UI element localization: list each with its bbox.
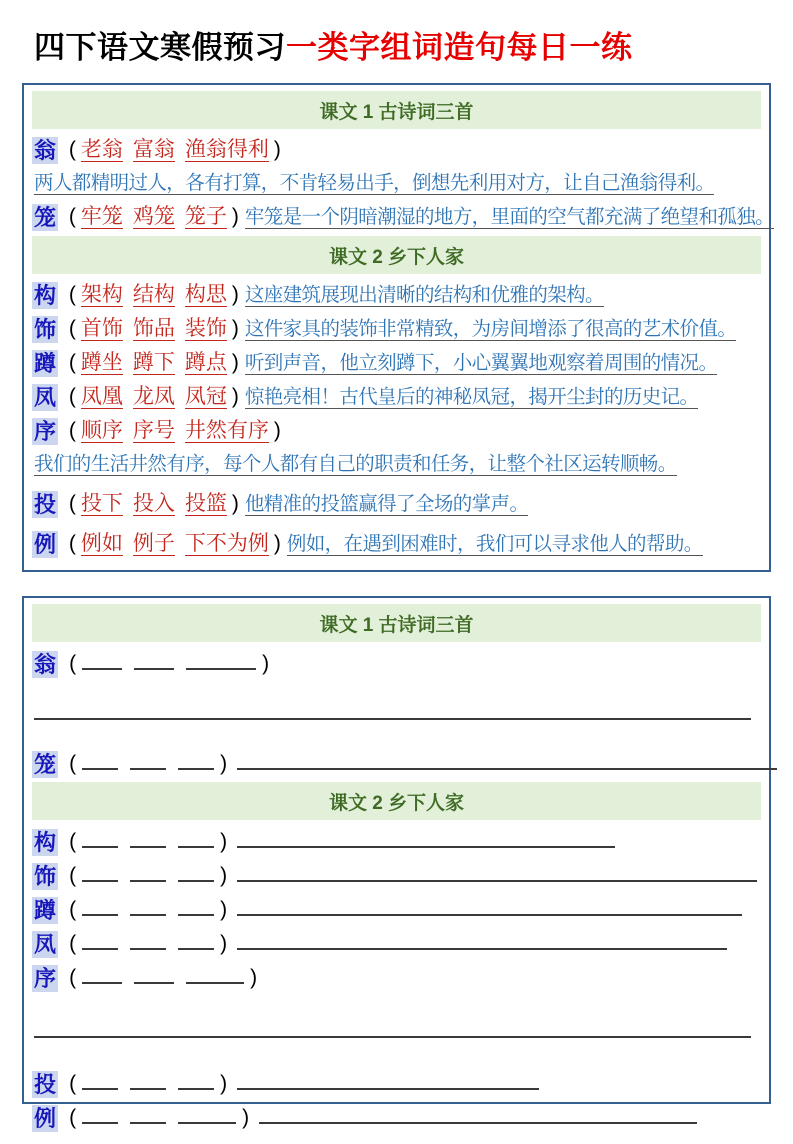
sentence-row-weng: [32, 166, 761, 200]
target-character: 饰: [34, 864, 57, 889]
section-header-lesson1: 课文 1 古诗词三首: [32, 91, 761, 129]
target-character: 投: [34, 492, 57, 517]
practice-row-long: [32, 746, 761, 780]
word-item: 投入: [132, 492, 175, 515]
paren-close: ): [220, 830, 228, 853]
entry-row-dun: [32, 346, 761, 380]
practice-row-xu: [32, 960, 761, 994]
word-item: 结构: [132, 283, 175, 306]
paren-close: ): [231, 492, 239, 515]
title-prefix: 四下语文寒假预习: [34, 30, 286, 65]
practice-row-li: [32, 1100, 761, 1134]
sentence-blank[interactable]: [237, 900, 742, 916]
word-blank[interactable]: [178, 934, 214, 950]
target-character: 蹲: [34, 351, 57, 376]
paren-close: ): [273, 138, 281, 161]
word-item: 构思: [184, 283, 227, 306]
target-character: 投: [34, 1072, 57, 1097]
example-sentence: 惊艳亮相！古代皇后的神秘凤冠，揭开尘封的历史记。: [244, 386, 699, 408]
target-character: 翁: [34, 652, 57, 677]
word-blank[interactable]: [134, 654, 174, 670]
word-item: 笼子: [184, 205, 227, 228]
sentence-row-xu: [32, 447, 761, 481]
entry-row-shi: [32, 312, 761, 346]
word-blank[interactable]: [82, 900, 118, 916]
word-blank[interactable]: [178, 832, 214, 848]
word-blank[interactable]: [130, 900, 166, 916]
word-blank[interactable]: [130, 754, 166, 770]
entry-row-long: [32, 200, 775, 234]
word-blank[interactable]: [134, 968, 174, 984]
entry-row-xu: [32, 414, 761, 447]
word-blank[interactable]: [178, 866, 214, 882]
target-character: 笼: [34, 752, 57, 777]
entry-row-weng: [32, 133, 761, 166]
entry-row-gou: [32, 278, 761, 312]
page-title: [34, 22, 793, 67]
word-blank[interactable]: [82, 968, 122, 984]
sentence-blank[interactable]: [237, 1074, 539, 1090]
target-character: 构: [34, 830, 57, 855]
paren-open: (: [69, 1072, 77, 1095]
word-item: 鸡笼: [132, 205, 175, 228]
section-header-lesson2: 课文 2 乡下人家: [32, 782, 761, 820]
word-item: 装饰: [184, 317, 227, 340]
title-highlight: 一类字组词造句每日一练: [286, 30, 633, 65]
sentence-blank[interactable]: [237, 832, 615, 848]
paren-close: ): [231, 317, 239, 340]
word-item: 蹲坐: [80, 351, 123, 374]
word-blank[interactable]: [130, 1108, 166, 1124]
paren-open: (: [69, 1106, 77, 1129]
word-item: 投篮: [184, 492, 227, 515]
word-blank[interactable]: [82, 1074, 118, 1090]
practice-row-dun: [32, 892, 761, 926]
entry-row-feng: [32, 380, 761, 414]
target-character: 蹲: [34, 898, 57, 923]
sentence-blank[interactable]: [237, 934, 727, 950]
example-sentence: 两人都精明过人，各有打算，不肯轻易出手，倒想先利用对方，让自己渔翁得利。: [34, 172, 715, 194]
practice-row-tou: [32, 1066, 761, 1100]
sentence-blank[interactable]: [237, 866, 757, 882]
entry-row-tou: [32, 487, 761, 521]
word-item: 牢笼: [80, 205, 123, 228]
word-blank[interactable]: [130, 1074, 166, 1090]
word-item: 富翁: [132, 138, 175, 161]
word-blank[interactable]: [130, 832, 166, 848]
practice-sheet: [22, 596, 771, 1131]
worksheet-page: [0, 22, 793, 1144]
paren-close: ): [231, 205, 239, 228]
paren-open: (: [69, 898, 77, 921]
example-sentence: 他精准的投篮赢得了全场的掌声。: [244, 493, 529, 515]
word-item: 蹲下: [132, 351, 175, 374]
word-blank[interactable]: [82, 866, 118, 882]
word-blank[interactable]: [178, 754, 214, 770]
word-item: 例子: [132, 532, 175, 555]
target-character: 凤: [34, 932, 57, 957]
word-item: 首饰: [80, 317, 123, 340]
word-item: 凤凰: [80, 385, 123, 408]
word-item: 老翁: [80, 138, 123, 161]
word-item: 顺序: [80, 419, 123, 442]
word-item: 凤冠: [184, 385, 227, 408]
practice-row-feng: [32, 926, 761, 960]
word-blank[interactable]: [178, 1074, 214, 1090]
sentence-blank[interactable]: [237, 754, 777, 770]
word-blank[interactable]: [186, 968, 244, 984]
paren-open: (: [69, 752, 77, 775]
word-item: 投下: [80, 492, 123, 515]
word-blank[interactable]: [82, 934, 118, 950]
word-item: 龙凤: [132, 385, 175, 408]
paren-open: (: [69, 864, 77, 887]
paren-open: (: [69, 830, 77, 853]
paren-open: (: [68, 419, 76, 442]
word-blank[interactable]: [178, 1108, 236, 1124]
paren-open: (: [68, 385, 76, 408]
sentence-blank[interactable]: [259, 1108, 697, 1124]
target-character: 序: [34, 419, 57, 444]
entry-row-li: [32, 527, 761, 561]
word-blank[interactable]: [178, 900, 214, 916]
sentence-blank-line[interactable]: [34, 718, 751, 720]
paren-open: (: [68, 532, 76, 555]
target-character: 凤: [34, 385, 57, 410]
target-character: 例: [34, 532, 57, 557]
paren-open: (: [68, 283, 76, 306]
example-sentence: 牢笼是一个阴暗潮湿的地方，里面的空气都充满了绝望和孤独。: [244, 206, 775, 228]
word-blank[interactable]: [82, 754, 118, 770]
word-item: 井然有序: [184, 419, 269, 442]
word-item: 下不为例: [184, 532, 269, 555]
word-blank[interactable]: [82, 832, 118, 848]
practice-row-gou: [32, 824, 761, 858]
paren-open: (: [68, 205, 76, 228]
word-blank[interactable]: [130, 934, 166, 950]
example-sentence: 听到声音，他立刻蹲下，小心翼翼地观察着周围的情况。: [244, 352, 718, 374]
paren-open: (: [68, 492, 76, 515]
word-blank[interactable]: [130, 866, 166, 882]
example-sentence: 这件家具的装饰非常精致，为房间增添了很高的艺术价值。: [244, 318, 737, 340]
target-character: 例: [34, 1106, 57, 1131]
word-item: 蹲点: [184, 351, 227, 374]
paren-close: ): [220, 898, 228, 921]
paren-close: ): [231, 283, 239, 306]
paren-open: (: [68, 351, 76, 374]
target-character: 构: [34, 283, 57, 308]
target-character: 序: [34, 966, 57, 991]
practice-row-weng: [32, 646, 761, 680]
paren-close: ): [242, 1106, 250, 1129]
section-header-lesson1: 课文 1 古诗词三首: [32, 604, 761, 642]
paren-close: ): [231, 385, 239, 408]
word-item: 饰品: [132, 317, 175, 340]
word-blank[interactable]: [186, 654, 256, 670]
word-item: 序号: [132, 419, 175, 442]
paren-close: ): [273, 419, 281, 442]
example-sentence: 例如，在遇到困难时，我们可以寻求他人的帮助。: [286, 533, 703, 555]
target-character: 笼: [34, 205, 57, 230]
paren-close: ): [273, 532, 281, 555]
word-item: 例如: [80, 532, 123, 555]
sentence-blank-line[interactable]: [34, 1036, 751, 1038]
word-blank[interactable]: [82, 654, 122, 670]
paren-open: (: [68, 138, 76, 161]
practice-row-shi: [32, 858, 761, 892]
target-character: 翁: [34, 138, 57, 163]
word-blank[interactable]: [82, 1108, 118, 1124]
paren-close: ): [220, 752, 228, 775]
answer-sheet: [22, 83, 775, 572]
section-header-lesson2: 课文 2 乡下人家: [32, 236, 761, 274]
word-item: 渔翁得利: [184, 138, 269, 161]
paren-close: ): [220, 1072, 228, 1095]
paren-open: (: [69, 932, 77, 955]
paren-close: ): [262, 652, 270, 675]
paren-open: (: [69, 966, 77, 989]
paren-close: ): [231, 351, 239, 374]
target-character: 饰: [34, 317, 57, 342]
paren-open: (: [69, 652, 77, 675]
example-sentence: 我们的生活井然有序，每个人都有自己的职责和任务，让整个社区运转顺畅。: [34, 453, 677, 475]
word-item: 架构: [80, 283, 123, 306]
paren-close: ): [220, 932, 228, 955]
example-sentence: 这座建筑展现出清晰的结构和优雅的架构。: [244, 284, 604, 306]
paren-close: ): [250, 966, 258, 989]
paren-close: ): [220, 864, 228, 887]
paren-open: (: [68, 317, 76, 340]
